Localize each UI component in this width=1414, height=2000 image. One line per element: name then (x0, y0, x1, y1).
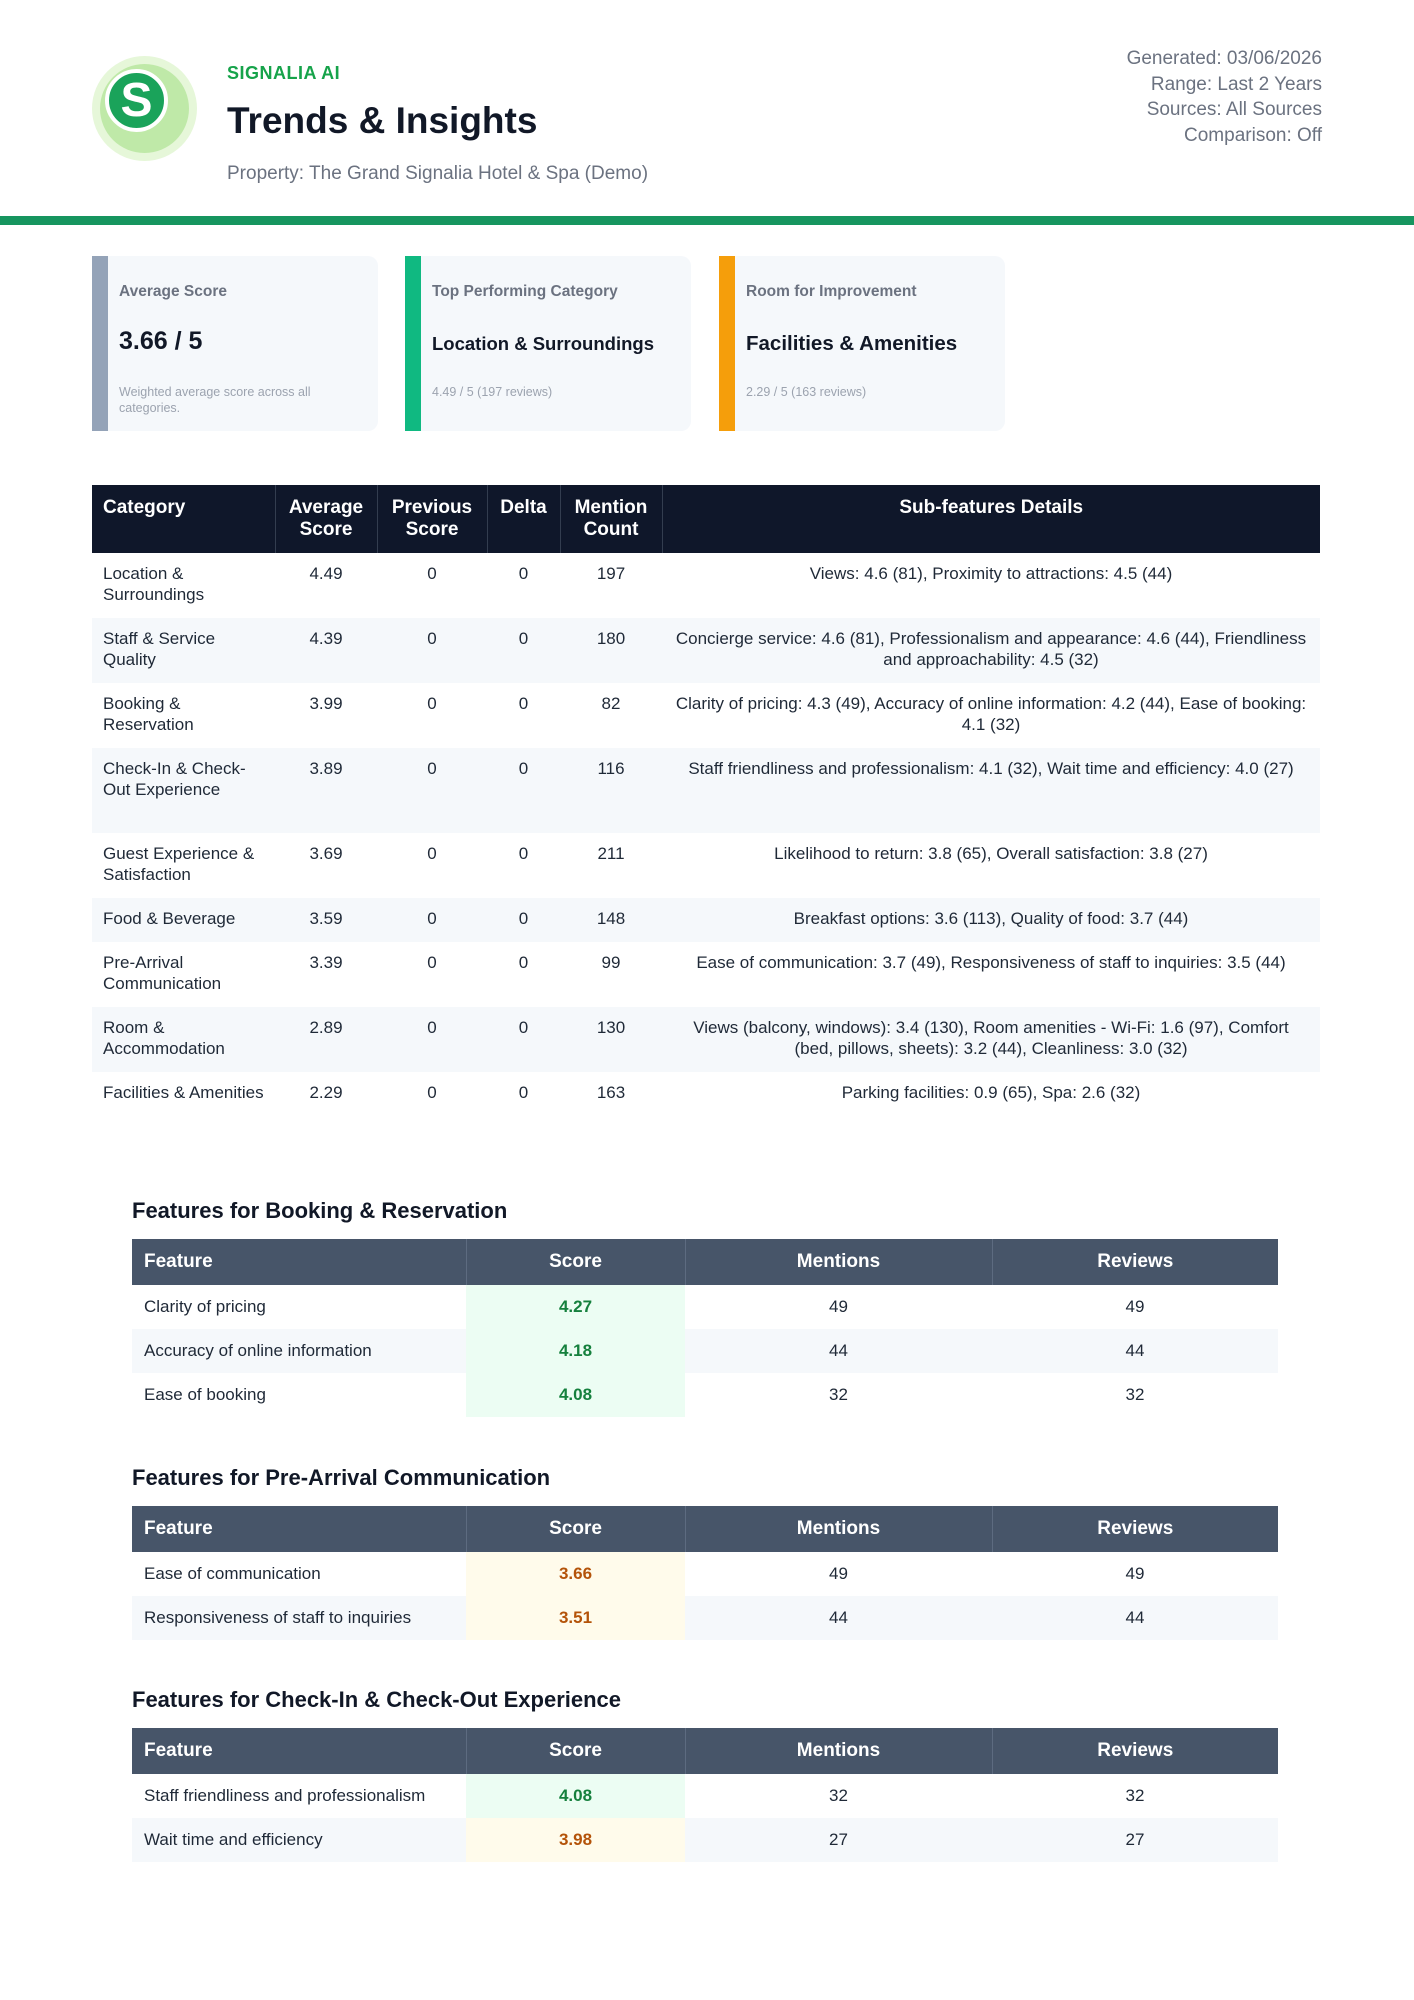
card-value: 3.66 / 5 (119, 327, 203, 355)
table-row (132, 1329, 1278, 1373)
table-row (132, 1596, 1278, 1640)
table-row (132, 1774, 1278, 1818)
category-cell: Location & Surroundings (103, 564, 205, 604)
col-header-feature: Feature (132, 1239, 466, 1285)
delta-cell: 0 (518, 564, 529, 583)
reviews-cell: 44 (992, 1329, 1278, 1373)
table-row (132, 1552, 1278, 1596)
average-score-cell: 4.49 (309, 564, 343, 583)
page-title: Trends & Insights (227, 100, 538, 141)
sub-features-cell: Ease of communication: 3.7 (49), Responsiveness of staff to inquiries: 3.5 (44) (696, 953, 1286, 972)
score-cell: 4.08 (466, 1373, 685, 1417)
mentions-cell: 32 (829, 1786, 848, 1805)
brand-name: SIGNALIA AI (227, 63, 341, 83)
card-label: Average Score (119, 283, 227, 300)
average-score-cell: 3.89 (275, 748, 377, 833)
sub-features-cell: Views (balcony, windows): 3.4 (130), Room amenities - Wi-Fi: 1.6 (97), Comfort (bed, pillows, sheets): 3.2 (44), Cleanliness: 3.0 (32) (662, 1007, 1320, 1072)
mention-count-cell: 197 (596, 564, 626, 583)
feature-cell: Wait time and efficiency (132, 1818, 466, 1862)
col-header-score: Score (466, 1728, 685, 1774)
mentions-cell: 44 (685, 1596, 992, 1640)
delta-cell: 0 (487, 898, 560, 942)
delta-cell: 0 (518, 953, 529, 972)
average-score-cell: 2.89 (275, 1007, 377, 1072)
meta-range: Range: Last 2 Years (1150, 73, 1322, 95)
mention-count-cell: 82 (601, 694, 621, 713)
mention-count-cell: 163 (596, 1083, 626, 1102)
previous-score-cell: 0 (427, 953, 437, 972)
col-header-mentions: Mentions (685, 1728, 992, 1774)
table-row (92, 553, 1320, 618)
section-title-pre-arrival: Features for Pre-Arrival Communication (132, 1465, 551, 1490)
sub-features-cell: Views: 4.6 (81), Proximity to attractions: 4.5 (44) (809, 564, 1173, 583)
category-cell: Booking & Reservation (103, 694, 194, 734)
col-header-average-score: Average Score (275, 485, 377, 553)
average-score-cell: 2.29 (309, 1083, 343, 1102)
previous-score-cell: 0 (377, 618, 487, 683)
section-title-check-in: Features for Check-In & Check-Out Experience (132, 1687, 622, 1712)
score-cell: 3.51 (466, 1596, 685, 1640)
score-cell: 3.66 (466, 1552, 685, 1596)
average-score-cell: 3.69 (309, 844, 343, 863)
col-header-mentions: Mentions (685, 1239, 992, 1285)
sub-features-cell: Staff friendliness and professionalism: 4.1 (32), Wait time and efficiency: 4.0 (27) (662, 748, 1320, 833)
category-cell: Room & Accommodation (92, 1007, 275, 1072)
score-cell: 4.27 (466, 1285, 685, 1329)
table-row (132, 1818, 1278, 1862)
delta-cell: 0 (518, 694, 529, 713)
average-score-cell: 3.39 (309, 953, 343, 972)
table-row (92, 942, 1320, 1007)
feature-cell: Ease of communication (144, 1564, 321, 1583)
card-value: Location & Surroundings (432, 333, 654, 354)
card-accent-bar (92, 256, 108, 431)
table-row (132, 1285, 1278, 1329)
feature-cell: Ease of booking (144, 1385, 266, 1404)
reviews-cell: 32 (1125, 1385, 1145, 1404)
previous-score-cell: 0 (377, 1007, 487, 1072)
previous-score-cell: 0 (427, 1083, 437, 1102)
reviews-cell: 49 (1125, 1297, 1145, 1316)
mention-count-cell: 211 (597, 844, 625, 863)
table-header-row (132, 1506, 1278, 1552)
card-label: Top Performing Category (432, 283, 618, 300)
score-cell: 3.98 (466, 1818, 685, 1862)
col-header-delta: Delta (487, 485, 560, 553)
col-header-reviews: Reviews (992, 1728, 1278, 1774)
mention-count-cell: 130 (560, 1007, 662, 1072)
pre-arrival-features-table (132, 1506, 1278, 1640)
average-score-cell: 3.99 (309, 694, 343, 713)
table-row (92, 1072, 1320, 1137)
table-header-row (92, 485, 1320, 553)
table-row (92, 833, 1320, 898)
score-cell: 4.08 (466, 1774, 685, 1818)
feature-cell: Clarity of pricing (144, 1297, 266, 1316)
card-label: Room for Improvement (746, 283, 917, 300)
previous-score-cell: 0 (377, 748, 487, 833)
table-row (92, 1007, 1320, 1072)
average-score-cell: 4.39 (275, 618, 377, 683)
mention-count-cell: 116 (560, 748, 662, 833)
table-row (92, 618, 1320, 683)
card-subtext: 2.29 / 5 (163 reviews) (746, 385, 867, 399)
reviews-cell: 49 (1125, 1564, 1145, 1583)
card-subtext: 4.49 / 5 (197 reviews) (432, 385, 553, 399)
col-header-feature: Feature (132, 1506, 466, 1552)
table-row (92, 683, 1320, 748)
card-accent-bar (719, 256, 735, 431)
card-subtext: Weighted average score across all categories. (119, 385, 311, 415)
mentions-cell: 32 (829, 1385, 848, 1404)
col-header-mentions: Mentions (685, 1506, 992, 1552)
mentions-cell: 49 (829, 1564, 848, 1583)
mentions-cell: 44 (685, 1329, 992, 1373)
col-header-feature: Feature (132, 1728, 466, 1774)
delta-cell: 0 (487, 618, 560, 683)
sub-features-cell: Concierge service: 4.6 (81), Professionalism and appearance: 4.6 (44), Friendliness and approachability: 4.5 (32) (662, 618, 1320, 683)
report-meta (1127, 46, 1322, 148)
score-cell: 4.18 (466, 1329, 685, 1373)
table-row (92, 748, 1320, 833)
meta-comparison: Comparison: Off (1184, 124, 1322, 146)
sub-features-cell: Parking facilities: 0.9 (65), Spa: 2.6 (32) (841, 1083, 1141, 1102)
report-header (0, 0, 1414, 218)
improvement-card (719, 256, 1005, 431)
feature-cell: Staff friendliness and professionalism (144, 1786, 426, 1805)
reviews-cell: 27 (992, 1818, 1278, 1862)
sub-features-cell: Likelihood to return: 3.8 (65), Overall satisfaction: 3.8 (27) (774, 844, 1208, 863)
mention-count-cell: 148 (560, 898, 662, 942)
delta-cell: 0 (487, 748, 560, 833)
top-category-card (405, 256, 691, 431)
col-header-previous-score: Previous Score (377, 485, 487, 553)
reviews-cell: 44 (992, 1596, 1278, 1640)
previous-score-cell: 0 (377, 898, 487, 942)
category-cell: Facilities & Amenities (103, 1083, 264, 1102)
delta-cell: 0 (518, 1083, 529, 1102)
section-title-booking: Features for Booking & Reservation (132, 1198, 508, 1223)
table-row (92, 898, 1320, 942)
logo-letter: S (105, 69, 168, 132)
card-accent-bar (405, 256, 421, 431)
category-cell: Food & Beverage (92, 898, 275, 942)
feature-cell: Responsiveness of staff to inquiries (132, 1596, 466, 1640)
booking-features-table (132, 1239, 1278, 1417)
mentions-cell: 27 (685, 1818, 992, 1862)
card-value: Facilities & Amenities (746, 332, 958, 355)
check-in-features-table (132, 1728, 1278, 1862)
property-name: Property: The Grand Signalia Hotel & Spa (Demo) (227, 163, 649, 184)
category-cell: Check-In & Check-Out Experience (92, 748, 275, 833)
average-score-cell: 3.59 (275, 898, 377, 942)
category-summary-table (92, 485, 1320, 1137)
category-cell: Pre-Arrival Communication (103, 953, 222, 993)
col-header-score: Score (466, 1239, 685, 1285)
mentions-cell: 49 (829, 1297, 848, 1316)
previous-score-cell: 0 (427, 694, 437, 713)
col-header-reviews: Reviews (992, 1506, 1278, 1552)
reviews-cell: 32 (1125, 1786, 1145, 1805)
average-score-card (92, 256, 378, 431)
col-header-score: Score (466, 1506, 685, 1552)
header-divider (0, 216, 1414, 225)
table-row (132, 1373, 1278, 1417)
delta-cell: 0 (487, 1007, 560, 1072)
col-header-sub-features: Sub-features Details (662, 485, 1320, 553)
col-header-category: Category (92, 485, 275, 553)
category-cell: Staff & Service Quality (92, 618, 275, 683)
meta-generated: Generated: 03/06/2026 (1126, 48, 1322, 69)
delta-cell: 0 (518, 844, 529, 863)
mention-count-cell: 99 (601, 953, 621, 972)
table-header-row (132, 1239, 1278, 1285)
previous-score-cell: 0 (427, 844, 437, 863)
feature-cell: Accuracy of online information (132, 1329, 466, 1373)
sub-features-cell: Clarity of pricing: 4.3 (49), Accuracy of online information: 4.2 (44), Ease of booking: 4.1 (32) (675, 694, 1307, 734)
col-header-mention-count: Mention Count (560, 485, 662, 553)
category-cell: Guest Experience & Satisfaction (103, 844, 255, 884)
meta-sources: Sources: All Sources (1146, 99, 1322, 120)
previous-score-cell: 0 (427, 564, 437, 583)
signalia-logo-icon (92, 56, 197, 161)
table-header-row (132, 1728, 1278, 1774)
mention-count-cell: 180 (560, 618, 662, 683)
col-header-reviews: Reviews (992, 1239, 1278, 1285)
sub-features-cell: Breakfast options: 3.6 (113), Quality of food: 3.7 (44) (662, 898, 1320, 942)
